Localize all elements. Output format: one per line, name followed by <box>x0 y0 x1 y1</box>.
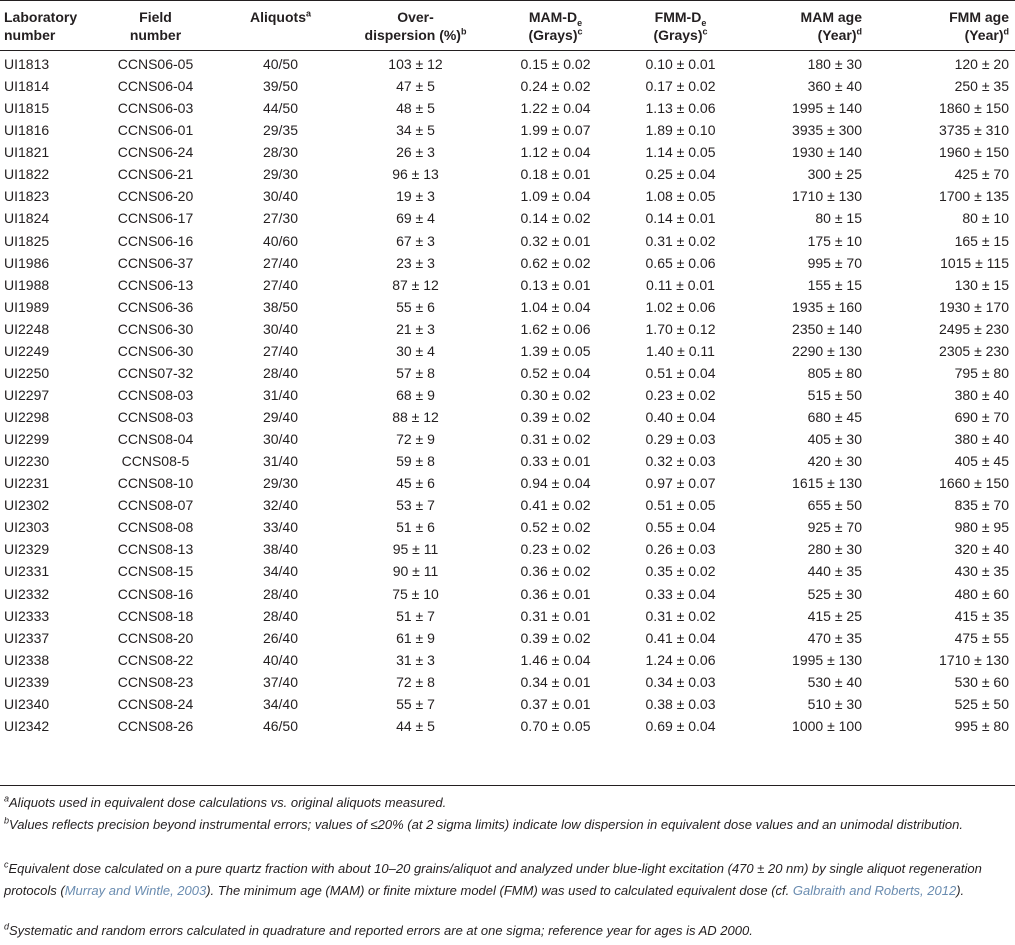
cell-mam-age: 470 ± 35 <box>807 629 862 646</box>
col-header-mam-de: MAM-$D_e$ (Grays)$^c$ <box>528 9 583 43</box>
cell-lab-number: UI1814 <box>4 78 50 95</box>
cell-mam-age: 180 ± 30 <box>807 56 862 73</box>
col-header-aliquots: Aliquots$^a$ <box>249 8 311 25</box>
cell-overdispersion: 23 ± 3 <box>396 254 435 271</box>
cell-aliquots: 28/40 <box>262 364 299 381</box>
cell-fmm-age: 380 ± 40 <box>954 431 1009 448</box>
cell-mam-age: 995 ± 70 <box>807 254 862 271</box>
cell-aliquots: 33/40 <box>262 519 299 536</box>
cell-mam-age: 360 ± 40 <box>807 78 862 95</box>
cell-mam-age: 1935 ± 160 <box>792 298 862 315</box>
cell-mam-age: 655 ± 50 <box>807 497 862 514</box>
cell-lab-number: UI2249 <box>4 342 50 359</box>
cell-overdispersion: 87 ± 12 <box>392 276 439 293</box>
cell-overdispersion: 19 ± 3 <box>396 188 435 205</box>
cell-fmm-age: 1700 ± 135 <box>939 188 1009 205</box>
cell-fmm-age: 405 ± 45 <box>954 453 1009 470</box>
cell-field-number: CCNS08-16 <box>117 585 194 602</box>
footnote-a: $^a$Aliquots used in equivalent dose calculations vs. original aliquots measured. <box>4 793 447 810</box>
cell-mam-de: 0.23 ± 0.02 <box>520 541 591 558</box>
cell-aliquots: 40/40 <box>262 651 299 668</box>
cell-lab-number: UI2303 <box>4 519 50 536</box>
cell-overdispersion: 72 ± 8 <box>396 673 435 690</box>
cell-lab-number: UI2297 <box>4 386 50 403</box>
cell-overdispersion: 45 ± 6 <box>396 475 435 492</box>
cell-mam-age: 525 ± 30 <box>807 585 862 602</box>
cell-mam-age: 925 ± 70 <box>807 519 862 536</box>
cell-lab-number: UI2298 <box>4 409 50 426</box>
cell-aliquots: 28/30 <box>262 144 299 161</box>
cell-aliquots: 31/40 <box>262 453 299 470</box>
cell-mam-de: 0.39 ± 0.02 <box>520 629 591 646</box>
table-row <box>0 207 1015 229</box>
cell-mam-de: 0.15 ± 0.02 <box>520 56 591 73</box>
cell-field-number: CCNS08-03 <box>117 386 194 403</box>
cell-aliquots: 34/40 <box>262 695 299 712</box>
cell-mam-de: 0.13 ± 0.01 <box>520 276 591 293</box>
cell-fmm-age: 795 ± 80 <box>954 364 1009 381</box>
cell-lab-number: UI2332 <box>4 585 50 602</box>
cell-fmm-age: 80 ± 10 <box>962 210 1009 227</box>
cell-fmm-age: 1710 ± 130 <box>939 651 1009 668</box>
table-row <box>0 163 1015 185</box>
cell-field-number: CCNS06-37 <box>117 254 194 271</box>
cell-mam-de: 0.18 ± 0.01 <box>520 166 591 183</box>
cell-fmm-de: 0.51 ± 0.04 <box>645 364 716 381</box>
table-row <box>0 318 1015 340</box>
cell-fmm-age: 120 ± 20 <box>954 56 1009 73</box>
cell-lab-number: UI2250 <box>4 364 50 381</box>
cell-mam-de: 0.24 ± 0.02 <box>520 78 591 95</box>
table-row <box>0 97 1015 119</box>
cell-overdispersion: 53 ± 7 <box>396 497 435 514</box>
cell-mam-age: 405 ± 30 <box>807 431 862 448</box>
cell-field-number: CCNS08-07 <box>117 497 194 514</box>
cell-fmm-de: 0.69 ± 0.04 <box>645 717 716 734</box>
cell-aliquots: 29/40 <box>262 409 299 426</box>
cell-fmm-de: 1.14 ± 0.05 <box>645 144 716 161</box>
cell-mam-age: 805 ± 80 <box>807 364 862 381</box>
cell-mam-de: 0.37 ± 0.01 <box>520 695 591 712</box>
cell-mam-age: 1930 ± 140 <box>792 144 862 161</box>
cell-aliquots: 29/30 <box>262 166 299 183</box>
cell-fmm-age: 130 ± 15 <box>954 276 1009 293</box>
table-row <box>0 649 1015 671</box>
cell-mam-age: 515 ± 50 <box>807 386 862 403</box>
cell-mam-de: 0.32 ± 0.01 <box>520 232 591 249</box>
cell-aliquots: 28/40 <box>262 585 299 602</box>
cell-aliquots: 28/40 <box>262 607 299 624</box>
table-row <box>0 252 1015 274</box>
cell-mam-age: 510 ± 30 <box>807 695 862 712</box>
table-bottom-rule <box>0 785 1015 786</box>
table-row <box>0 472 1015 494</box>
cell-overdispersion: 51 ± 6 <box>396 519 435 536</box>
cell-fmm-de: 0.17 ± 0.02 <box>645 78 716 95</box>
cell-lab-number: UI1986 <box>4 254 50 271</box>
citation-link-galbraith[interactable]: Galbraith and Roberts, 2012 <box>792 883 957 898</box>
cell-aliquots: 40/50 <box>262 56 299 73</box>
cell-lab-number: UI2337 <box>4 629 50 646</box>
cell-lab-number: UI2248 <box>4 320 50 337</box>
cell-aliquots: 27/30 <box>262 210 299 227</box>
cell-field-number: CCNS08-5 <box>121 453 190 470</box>
cell-field-number: CCNS06-16 <box>117 232 194 249</box>
cell-fmm-de: 0.97 ± 0.07 <box>645 475 716 492</box>
cell-fmm-de: 0.23 ± 0.02 <box>645 386 716 403</box>
cell-mam-de: 1.12 ± 0.04 <box>520 144 591 161</box>
table-row <box>0 75 1015 97</box>
cell-fmm-age: 415 ± 35 <box>954 607 1009 624</box>
cell-mam-age: 1615 ± 130 <box>792 475 862 492</box>
cell-overdispersion: 30 ± 4 <box>396 342 435 359</box>
cell-aliquots: 40/60 <box>262 232 299 249</box>
cell-lab-number: UI1825 <box>4 232 50 249</box>
cell-fmm-de: 1.08 ± 0.05 <box>645 188 716 205</box>
cell-fmm-de: 1.24 ± 0.06 <box>645 651 716 668</box>
cell-field-number: CCNS06-21 <box>117 166 194 183</box>
cell-fmm-age: 1860 ± 150 <box>939 100 1009 117</box>
cell-aliquots: 29/35 <box>262 122 299 139</box>
cell-overdispersion: 69 ± 4 <box>396 210 435 227</box>
cell-field-number: CCNS08-20 <box>117 629 194 646</box>
col-header-overdispersion: Over- dispersion (%)$^b$ <box>364 9 467 43</box>
cell-overdispersion: 21 ± 3 <box>396 320 435 337</box>
cell-mam-de: 0.70 ± 0.05 <box>520 717 591 734</box>
cell-field-number: CCNS07-32 <box>117 364 194 381</box>
cell-mam-age: 175 ± 10 <box>807 232 862 249</box>
table-row <box>0 185 1015 207</box>
table-row <box>0 450 1015 472</box>
cell-overdispersion: 67 ± 3 <box>396 232 435 249</box>
table-row <box>0 362 1015 384</box>
citation-link-murray[interactable]: Murray and Wintle, 2003 <box>64 883 207 898</box>
cell-overdispersion: 75 ± 10 <box>392 585 439 602</box>
cell-field-number: CCNS06-36 <box>117 298 194 315</box>
cell-fmm-de: 0.29 ± 0.03 <box>645 431 716 448</box>
cell-lab-number: UI2231 <box>4 475 50 492</box>
cell-fmm-age: 2305 ± 230 <box>939 342 1009 359</box>
cell-lab-number: UI2342 <box>4 717 50 734</box>
cell-mam-de: 1.62 ± 0.06 <box>520 320 591 337</box>
cell-mam-de: 1.09 ± 0.04 <box>520 188 591 205</box>
cell-field-number: CCNS06-01 <box>117 122 194 139</box>
cell-overdispersion: 59 ± 8 <box>396 453 435 470</box>
cell-mam-de: 0.30 ± 0.02 <box>520 386 591 403</box>
cell-fmm-de: 0.31 ± 0.02 <box>645 232 716 249</box>
footnote-d: $^d$Systematic and random errors calculated in quadrature and reported errors are at one sigma; reference year for ages is AD 2000. <box>4 921 753 938</box>
cell-mam-de: 0.62 ± 0.02 <box>520 254 591 271</box>
cell-lab-number: UI2339 <box>4 673 50 690</box>
cell-overdispersion: 31 ± 3 <box>396 651 435 668</box>
cell-fmm-de: 0.33 ± 0.04 <box>645 585 716 602</box>
cell-lab-number: UI2333 <box>4 607 50 624</box>
cell-mam-de: 0.41 ± 0.02 <box>520 497 591 514</box>
cell-mam-age: 300 ± 25 <box>807 166 862 183</box>
cell-lab-number: UI1989 <box>4 298 50 315</box>
table-row <box>0 715 1015 737</box>
table-row <box>0 340 1015 362</box>
cell-fmm-age: 480 ± 60 <box>954 585 1009 602</box>
cell-fmm-de: 1.89 ± 0.10 <box>645 122 716 139</box>
cell-field-number: CCNS08-18 <box>117 607 194 624</box>
cell-lab-number: UI1821 <box>4 144 50 161</box>
cell-overdispersion: 103 ± 12 <box>388 56 443 73</box>
cell-fmm-age: 430 ± 35 <box>954 563 1009 580</box>
cell-fmm-age: 1960 ± 150 <box>939 144 1009 161</box>
cell-field-number: CCNS08-23 <box>117 673 194 690</box>
cell-aliquots: 46/50 <box>262 717 299 734</box>
cell-field-number: CCNS08-13 <box>117 541 194 558</box>
cell-mam-age: 1995 ± 130 <box>792 651 862 668</box>
cell-field-number: CCNS06-03 <box>117 100 194 117</box>
cell-aliquots: 38/50 <box>262 298 299 315</box>
cell-mam-de: 1.39 ± 0.05 <box>520 342 591 359</box>
col-header-field: Field number <box>129 9 182 43</box>
cell-mam-age: 280 ± 30 <box>807 541 862 558</box>
table-row <box>0 296 1015 318</box>
cell-mam-de: 0.52 ± 0.04 <box>520 364 591 381</box>
cell-field-number: CCNS08-04 <box>117 431 194 448</box>
cell-mam-age: 80 ± 15 <box>815 210 862 227</box>
cell-fmm-de: 0.32 ± 0.03 <box>645 453 716 470</box>
cell-aliquots: 31/40 <box>262 386 299 403</box>
footnote-c: $^c$Equivalent dose calculated on a pure quartz fraction with about 10–20 grains/aliquot and analyzed under blue-light excitation (470 ± 20 nm) by single aliquot regeneration protocols (Murray and Wintle, 2003). The minimum age (MAM) or finite mixture model (FMM) was used to calculated equivalent dose (cf. Galbraith and Roberts, 2012). <box>4 859 982 898</box>
cell-aliquots: 38/40 <box>262 541 299 558</box>
cell-fmm-age: 1015 ± 115 <box>940 254 1009 271</box>
cell-field-number: CCNS08-08 <box>117 519 194 536</box>
cell-fmm-de: 0.51 ± 0.05 <box>645 497 716 514</box>
cell-lab-number: UI1823 <box>4 188 50 205</box>
cell-mam-de: 0.36 ± 0.01 <box>520 585 591 602</box>
cell-field-number: CCNS08-15 <box>117 563 194 580</box>
table-row <box>0 516 1015 538</box>
cell-field-number: CCNS08-22 <box>117 651 194 668</box>
cell-field-number: CCNS06-30 <box>117 342 194 359</box>
cell-fmm-age: 530 ± 60 <box>954 673 1009 690</box>
table-row <box>0 671 1015 693</box>
cell-mam-age: 2290 ± 130 <box>792 342 862 359</box>
cell-fmm-de: 0.35 ± 0.02 <box>645 563 716 580</box>
cell-fmm-age: 525 ± 50 <box>954 695 1009 712</box>
cell-overdispersion: 72 ± 9 <box>396 431 435 448</box>
cell-aliquots: 34/40 <box>262 563 299 580</box>
cell-fmm-age: 250 ± 35 <box>954 78 1009 95</box>
table-row <box>0 230 1015 252</box>
cell-aliquots: 26/40 <box>262 629 299 646</box>
cell-aliquots: 27/40 <box>262 254 299 271</box>
cell-aliquots: 27/40 <box>262 276 299 293</box>
cell-fmm-age: 320 ± 40 <box>954 541 1009 558</box>
cell-lab-number: UI2302 <box>4 497 50 514</box>
col-header-mam-age: MAM age (Year)$^d$ <box>800 9 862 43</box>
table-row <box>0 538 1015 560</box>
cell-overdispersion: 55 ± 6 <box>396 298 435 315</box>
cell-overdispersion: 68 ± 9 <box>396 386 435 403</box>
cell-fmm-age: 835 ± 70 <box>954 497 1009 514</box>
cell-fmm-de: 0.10 ± 0.01 <box>645 56 716 73</box>
cell-fmm-age: 690 ± 70 <box>954 409 1009 426</box>
cell-aliquots: 30/40 <box>262 188 299 205</box>
cell-field-number: CCNS06-04 <box>117 78 194 95</box>
cell-overdispersion: 44 ± 5 <box>396 717 435 734</box>
cell-fmm-age: 475 ± 55 <box>954 629 1009 646</box>
table-row <box>0 384 1015 406</box>
cell-mam-age: 530 ± 40 <box>807 673 862 690</box>
cell-overdispersion: 95 ± 11 <box>392 541 439 558</box>
cell-field-number: CCNS06-24 <box>117 144 194 161</box>
cell-fmm-de: 0.41 ± 0.04 <box>645 629 716 646</box>
cell-mam-age: 440 ± 35 <box>807 563 862 580</box>
cell-lab-number: UI1815 <box>4 100 50 117</box>
cell-fmm-de: 0.25 ± 0.04 <box>645 166 716 183</box>
table-row <box>0 274 1015 296</box>
cell-field-number: CCNS06-05 <box>117 56 194 73</box>
cell-mam-age: 1995 ± 140 <box>792 100 862 117</box>
cell-field-number: CCNS08-24 <box>117 695 194 712</box>
cell-mam-de: 1.04 ± 0.04 <box>520 298 591 315</box>
cell-overdispersion: 96 ± 13 <box>392 166 439 183</box>
cell-overdispersion: 51 ± 7 <box>396 607 435 624</box>
cell-fmm-de: 0.40 ± 0.04 <box>645 409 716 426</box>
cell-lab-number: UI1824 <box>4 210 50 227</box>
col-header-lab: Laboratory number <box>4 9 78 43</box>
cell-field-number: CCNS08-26 <box>117 717 194 734</box>
cell-overdispersion: 34 ± 5 <box>396 122 435 139</box>
footnote-b: $^b$Values reflects precision beyond instrumental errors; values of ≤20% (at 2 sigma limits) indicate low dispersion in equivalent dose values and an unimodal distribution. <box>4 815 963 832</box>
cell-mam-age: 415 ± 25 <box>807 607 862 624</box>
cell-overdispersion: 47 ± 5 <box>396 78 435 95</box>
cell-fmm-age: 380 ± 40 <box>954 386 1009 403</box>
cell-overdispersion: 61 ± 9 <box>396 629 435 646</box>
cell-mam-de: 0.31 ± 0.02 <box>520 431 591 448</box>
cell-aliquots: 39/50 <box>262 78 299 95</box>
cell-mam-age: 3935 ± 300 <box>792 122 862 139</box>
cell-fmm-age: 995 ± 80 <box>954 717 1009 734</box>
cell-field-number: CCNS06-30 <box>117 320 194 337</box>
table-row <box>0 406 1015 428</box>
cell-fmm-age: 1660 ± 150 <box>939 475 1009 492</box>
cell-aliquots: 30/40 <box>262 431 299 448</box>
cell-aliquots: 37/40 <box>262 673 299 690</box>
cell-fmm-age: 1930 ± 170 <box>939 298 1009 315</box>
cell-field-number: CCNS06-13 <box>117 276 194 293</box>
cell-mam-de: 0.31 ± 0.01 <box>520 607 591 624</box>
cell-fmm-age: 425 ± 70 <box>954 166 1009 183</box>
cell-fmm-de: 0.31 ± 0.02 <box>645 607 716 624</box>
cell-aliquots: 27/40 <box>262 342 299 359</box>
cell-fmm-de: 1.40 ± 0.11 <box>646 342 715 359</box>
cell-field-number: CCNS08-10 <box>117 475 194 492</box>
table-header <box>0 1 1015 51</box>
cell-lab-number: UI1813 <box>4 56 50 73</box>
cell-mam-de: 0.33 ± 0.01 <box>520 453 591 470</box>
col-header-fmm-age: FMM age (Year)$^d$ <box>949 9 1009 43</box>
cell-fmm-de: 0.26 ± 0.03 <box>645 541 716 558</box>
cell-lab-number: UI1816 <box>4 122 50 139</box>
table-row <box>0 560 1015 582</box>
cell-mam-age: 155 ± 15 <box>807 276 862 293</box>
cell-mam-de: 0.94 ± 0.04 <box>520 475 591 492</box>
cell-mam-de: 1.46 ± 0.04 <box>520 651 591 668</box>
cell-mam-age: 2350 ± 140 <box>792 320 862 337</box>
cell-overdispersion: 55 ± 7 <box>396 695 435 712</box>
table-body <box>0 51 1015 737</box>
cell-mam-age: 1710 ± 130 <box>792 188 862 205</box>
cell-lab-number: UI2331 <box>4 563 50 580</box>
cell-mam-de: 0.39 ± 0.02 <box>520 409 591 426</box>
table-row <box>0 494 1015 516</box>
table-row <box>0 605 1015 627</box>
cell-aliquots: 32/40 <box>262 497 299 514</box>
cell-mam-de: 1.22 ± 0.04 <box>520 100 591 117</box>
cell-overdispersion: 88 ± 12 <box>392 409 439 426</box>
cell-lab-number: UI2230 <box>4 453 50 470</box>
cell-mam-de: 0.34 ± 0.01 <box>520 673 591 690</box>
table-row <box>0 428 1015 450</box>
table-row <box>0 627 1015 649</box>
cell-lab-number: UI2340 <box>4 695 50 712</box>
table-row <box>0 693 1015 715</box>
cell-field-number: CCNS06-20 <box>117 188 194 205</box>
cell-fmm-de: 1.70 ± 0.12 <box>645 320 716 337</box>
cell-lab-number: UI1822 <box>4 166 50 183</box>
cell-fmm-de: 0.11 ± 0.01 <box>646 276 715 293</box>
table-row <box>0 119 1015 141</box>
cell-mam-age: 1000 ± 100 <box>792 717 862 734</box>
cell-lab-number: UI1988 <box>4 276 50 293</box>
cell-fmm-age: 980 ± 95 <box>954 519 1009 536</box>
cell-overdispersion: 26 ± 3 <box>396 144 435 161</box>
cell-fmm-de: 0.55 ± 0.04 <box>645 519 716 536</box>
cell-mam-age: 420 ± 30 <box>807 453 862 470</box>
cell-fmm-age: 3735 ± 310 <box>939 122 1009 139</box>
cell-mam-de: 0.36 ± 0.02 <box>520 563 591 580</box>
cell-lab-number: UI2338 <box>4 651 50 668</box>
cell-aliquots: 30/40 <box>262 320 299 337</box>
cell-field-number: CCNS06-17 <box>117 210 194 227</box>
cell-lab-number: UI2329 <box>4 541 50 558</box>
cell-fmm-de: 0.65 ± 0.06 <box>645 254 716 271</box>
cell-field-number: CCNS08-03 <box>117 409 194 426</box>
cell-mam-age: 680 ± 45 <box>807 409 862 426</box>
table-row <box>0 51 1015 76</box>
cell-fmm-de: 0.34 ± 0.03 <box>645 673 716 690</box>
cell-overdispersion: 48 ± 5 <box>396 100 435 117</box>
cell-mam-de: 0.14 ± 0.02 <box>520 210 591 227</box>
table-row <box>0 583 1015 605</box>
cell-lab-number: UI2299 <box>4 431 50 448</box>
cell-fmm-de: 1.02 ± 0.06 <box>645 298 716 315</box>
cell-overdispersion: 57 ± 8 <box>396 364 435 381</box>
col-header-fmm-de: FMM-$D_e$ (Grays)$^c$ <box>653 9 708 43</box>
cell-fmm-de: 0.38 ± 0.03 <box>645 695 716 712</box>
cell-mam-de: 1.99 ± 0.07 <box>520 122 591 139</box>
cell-aliquots: 44/50 <box>262 100 299 117</box>
cell-fmm-age: 2495 ± 230 <box>939 320 1009 337</box>
cell-fmm-age: 165 ± 15 <box>954 232 1009 249</box>
table-row <box>0 141 1015 163</box>
cell-mam-de: 0.52 ± 0.02 <box>520 519 591 536</box>
cell-overdispersion: 90 ± 11 <box>392 563 439 580</box>
cell-aliquots: 29/30 <box>262 475 299 492</box>
cell-fmm-de: 0.14 ± 0.01 <box>645 210 716 227</box>
cell-fmm-de: 1.13 ± 0.06 <box>645 100 716 117</box>
